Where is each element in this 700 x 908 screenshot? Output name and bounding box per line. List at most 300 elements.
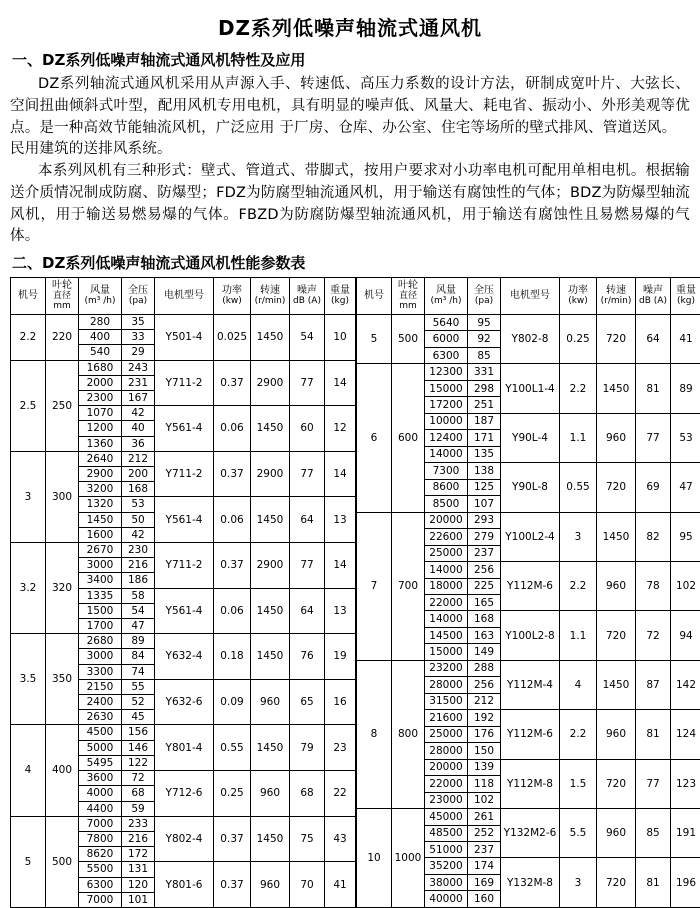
cell-flow: 1680	[79, 360, 122, 375]
section-1-paragraph-3: 本系列风机有三种形式：壁式、管道式、带脚式，按用户要求对小功率电机可配用单相电机。根据输送介质情况制成防腐、防爆型；FDZ为防腐型轴流通风机，用于输送有腐蚀性的气体；BDZ为防爆型轴流风机，用于输送易燃易爆的气体。FBZD为防腐防爆型轴流通风机，用于输送有腐蚀性且易燃易爆的气体。	[10, 161, 690, 248]
table-header-row	[11, 278, 356, 315]
cell-motor-type: Y132M-8	[501, 858, 560, 907]
cell-pressure: 160	[468, 891, 501, 908]
col-header-noise: 噪声 dB (A)	[636, 278, 671, 315]
cell-pressure: 163	[468, 627, 501, 643]
cell-pressure: 107	[468, 496, 501, 512]
col-header-diameter: 叶轮 直径 mm	[392, 278, 425, 315]
cell-pressure: 293	[468, 512, 501, 528]
table-row	[11, 360, 356, 375]
cell-diameter: 1000	[392, 809, 425, 908]
cell-flow: 7300	[425, 463, 468, 479]
cell-flow: 4400	[79, 801, 122, 816]
cell-flow: 38000	[425, 874, 468, 890]
cell-noise: 54	[290, 315, 325, 361]
cell-flow: 28000	[425, 677, 468, 693]
cell-power: 2.2	[560, 364, 597, 413]
cell-model: 10	[357, 809, 392, 908]
cell-power: 1.5	[560, 759, 597, 808]
cell-pressure: 92	[468, 331, 501, 347]
cell-diameter: 250	[46, 360, 79, 451]
cell-flow: 4500	[79, 725, 122, 740]
cell-pressure: 85	[468, 347, 501, 363]
cell-weight: 47	[671, 463, 700, 512]
cell-pressure: 146	[122, 740, 155, 755]
cell-flow: 5000	[79, 740, 122, 755]
cell-power: 0.37	[214, 543, 251, 589]
performance-table-left	[10, 277, 356, 908]
cell-speed: 960	[597, 809, 636, 858]
col-header-flow: 风量 (m³ /h)	[425, 278, 468, 315]
cell-motor-type: Y561-4	[155, 588, 214, 634]
cell-flow: 1320	[79, 497, 122, 512]
cell-pressure: 172	[122, 847, 155, 862]
cell-pressure: 95	[468, 315, 501, 331]
cell-diameter: 500	[392, 315, 425, 364]
cell-power: 0.06	[214, 497, 251, 543]
cell-power: 1.1	[560, 611, 597, 660]
cell-pressure: 212	[468, 693, 501, 709]
cell-pressure: 237	[468, 545, 501, 561]
cell-pressure: 149	[468, 644, 501, 660]
cell-speed: 720	[597, 315, 636, 364]
cell-flow: 1070	[79, 406, 122, 421]
cell-flow: 3300	[79, 664, 122, 679]
cell-pressure: 150	[468, 743, 501, 759]
cell-pressure: 298	[468, 380, 501, 396]
cell-model: 6	[357, 364, 392, 512]
cell-weight: 13	[325, 497, 356, 543]
cell-flow: 22000	[425, 776, 468, 792]
cell-noise: 81	[636, 710, 671, 759]
cell-flow: 12300	[425, 364, 468, 380]
cell-speed: 2900	[251, 451, 290, 497]
cell-motor-type: Y561-4	[155, 497, 214, 543]
col-header-noise: 噪声 dB (A)	[290, 278, 325, 315]
cell-motor-type: Y132M2-6	[501, 809, 560, 858]
cell-pressure: 168	[122, 482, 155, 497]
cell-pressure: 58	[122, 588, 155, 603]
performance-tables	[10, 277, 690, 908]
cell-flow: 12400	[425, 430, 468, 446]
cell-flow: 14000	[425, 611, 468, 627]
cell-flow: 23000	[425, 792, 468, 808]
col-header-motor-type: 电机型号	[155, 278, 214, 315]
cell-motor-type: Y801-6	[155, 862, 214, 908]
cell-weight: 16	[325, 679, 356, 725]
cell-power: 0.06	[214, 406, 251, 452]
cell-flow: 400	[79, 330, 122, 345]
cell-pressure: 72	[122, 771, 155, 786]
cell-pressure: 171	[468, 430, 501, 446]
cell-pressure: 47	[122, 619, 155, 634]
cell-noise: 64	[290, 497, 325, 543]
cell-motor-type: Y112M-6	[501, 710, 560, 759]
col-header-weight: 重量 (kg)	[671, 278, 700, 315]
col-header-weight: 重量 (kg)	[325, 278, 356, 315]
col-header-speed: 转速 (r/min)	[251, 278, 290, 315]
col-header-pressure: 全压 (pa)	[468, 278, 501, 315]
cell-pressure: 139	[468, 759, 501, 775]
cell-flow: 5640	[425, 315, 468, 331]
cell-weight: 43	[325, 816, 356, 862]
cell-speed: 960	[251, 679, 290, 725]
cell-motor-type: Y712-6	[155, 771, 214, 817]
table-row	[11, 725, 356, 740]
cell-flow: 35200	[425, 858, 468, 874]
cell-power: 2.2	[560, 562, 597, 611]
cell-model: 3	[11, 451, 46, 542]
cell-pressure: 118	[468, 776, 501, 792]
cell-speed: 1450	[251, 634, 290, 680]
cell-flow: 31500	[425, 693, 468, 709]
cell-weight: 196	[671, 858, 700, 907]
cell-flow: 45000	[425, 809, 468, 825]
cell-power: 0.25	[560, 315, 597, 364]
cell-diameter: 500	[46, 816, 79, 907]
col-header-power: 功率 (kw)	[560, 278, 597, 315]
cell-pressure: 89	[122, 634, 155, 649]
cell-diameter: 700	[392, 512, 425, 660]
table-header-row	[357, 278, 700, 315]
cell-model: 4	[11, 725, 46, 816]
cell-noise: 77	[636, 413, 671, 462]
cell-weight: 191	[671, 809, 700, 858]
cell-motor-type: Y501-4	[155, 315, 214, 361]
cell-flow: 5495	[79, 755, 122, 770]
cell-motor-type: Y100L1-4	[501, 364, 560, 413]
cell-pressure: 165	[468, 594, 501, 610]
cell-diameter: 600	[392, 364, 425, 512]
cell-power: 0.09	[214, 679, 251, 725]
section-1-paragraph-2: 民用建筑的送排风系统。	[10, 139, 690, 161]
cell-pressure: 52	[122, 695, 155, 710]
cell-speed: 720	[597, 858, 636, 907]
cell-pressure: 59	[122, 801, 155, 816]
cell-pressure: 288	[468, 660, 501, 676]
cell-pressure: 40	[122, 421, 155, 436]
cell-flow: 2670	[79, 543, 122, 558]
cell-pressure: 84	[122, 649, 155, 664]
cell-diameter: 800	[392, 660, 425, 808]
cell-power: 0.55	[214, 725, 251, 771]
col-header-power: 功率 (kw)	[214, 278, 251, 315]
cell-power: 0.37	[214, 451, 251, 497]
cell-model: 3.2	[11, 543, 46, 634]
cell-flow: 1360	[79, 436, 122, 451]
cell-pressure: 135	[468, 446, 501, 462]
cell-noise: 77	[290, 543, 325, 589]
cell-flow: 2630	[79, 710, 122, 725]
cell-model: 5	[357, 315, 392, 364]
cell-speed: 960	[597, 710, 636, 759]
cell-motor-type: Y90L-4	[501, 413, 560, 462]
cell-flow: 2640	[79, 451, 122, 466]
cell-speed: 1450	[251, 315, 290, 361]
cell-power: 1.1	[560, 413, 597, 462]
table-row	[11, 543, 356, 558]
cell-flow: 1450	[79, 512, 122, 527]
cell-flow: 18000	[425, 578, 468, 594]
cell-speed: 720	[597, 611, 636, 660]
cell-speed: 960	[251, 862, 290, 908]
table-row	[357, 660, 700, 676]
cell-motor-type: Y100L2-4	[501, 512, 560, 561]
cell-pressure: 53	[122, 497, 155, 512]
cell-motor-type: Y112M-4	[501, 660, 560, 709]
cell-power: 4	[560, 660, 597, 709]
cell-flow: 2900	[79, 467, 122, 482]
cell-flow: 2400	[79, 695, 122, 710]
cell-pressure: 252	[468, 825, 501, 841]
cell-speed: 1450	[251, 497, 290, 543]
cell-speed: 960	[597, 562, 636, 611]
cell-pressure: 36	[122, 436, 155, 451]
cell-pressure: 169	[468, 874, 501, 890]
performance-table-right	[356, 277, 700, 908]
table-row	[357, 512, 700, 528]
cell-power: 0.25	[214, 771, 251, 817]
cell-pressure: 33	[122, 330, 155, 345]
cell-flow: 14500	[425, 627, 468, 643]
cell-speed: 2900	[251, 360, 290, 406]
cell-pressure: 231	[122, 375, 155, 390]
cell-speed: 1450	[251, 725, 290, 771]
cell-flow: 40000	[425, 891, 468, 908]
cell-pressure: 138	[468, 463, 501, 479]
cell-motor-type: Y711-2	[155, 543, 214, 589]
cell-noise: 64	[290, 588, 325, 634]
cell-model: 8	[357, 660, 392, 808]
cell-pressure: 176	[468, 726, 501, 742]
cell-motor-type: Y90L-8	[501, 463, 560, 512]
cell-flow: 22000	[425, 594, 468, 610]
cell-motor-type: Y711-2	[155, 360, 214, 406]
cell-pressure: 168	[468, 611, 501, 627]
cell-pressure: 50	[122, 512, 155, 527]
cell-pressure: 230	[122, 543, 155, 558]
cell-pressure: 237	[468, 842, 501, 858]
cell-power: 0.37	[214, 816, 251, 862]
cell-pressure: 212	[122, 451, 155, 466]
page-title: DZ系列低噪声轴流式通风机	[10, 12, 690, 41]
table-row	[11, 315, 356, 330]
col-header-motor-type: 电机型号	[501, 278, 560, 315]
cell-pressure: 29	[122, 345, 155, 360]
cell-flow: 1500	[79, 603, 122, 618]
cell-weight: 22	[325, 771, 356, 817]
cell-noise: 69	[636, 463, 671, 512]
cell-noise: 81	[636, 858, 671, 907]
cell-flow: 1700	[79, 619, 122, 634]
cell-flow: 2000	[79, 375, 122, 390]
cell-flow: 7000	[79, 816, 122, 831]
cell-power: 3	[560, 858, 597, 907]
cell-pressure: 55	[122, 679, 155, 694]
cell-power: 0.025	[214, 315, 251, 361]
cell-speed: 960	[597, 413, 636, 462]
cell-flow: 17200	[425, 397, 468, 413]
cell-speed: 960	[251, 771, 290, 817]
cell-flow: 7000	[79, 892, 122, 907]
cell-noise: 76	[290, 634, 325, 680]
cell-pressure: 35	[122, 315, 155, 330]
cell-pressure: 200	[122, 467, 155, 482]
cell-pressure: 68	[122, 786, 155, 801]
cell-noise: 85	[636, 809, 671, 858]
cell-weight: 12	[325, 406, 356, 452]
table-row	[11, 816, 356, 831]
cell-flow: 6300	[79, 877, 122, 892]
cell-weight: 14	[325, 360, 356, 406]
cell-noise: 64	[636, 315, 671, 364]
cell-speed: 2900	[251, 543, 290, 589]
cell-speed: 720	[597, 759, 636, 808]
cell-flow: 1335	[79, 588, 122, 603]
cell-speed: 1450	[597, 512, 636, 561]
col-header-model: 机号	[11, 278, 46, 315]
cell-diameter: 350	[46, 634, 79, 725]
cell-flow: 14000	[425, 446, 468, 462]
cell-flow: 22600	[425, 529, 468, 545]
cell-weight: 19	[325, 634, 356, 680]
cell-pressure: 216	[122, 558, 155, 573]
cell-weight: 94	[671, 611, 700, 660]
cell-flow: 3000	[79, 558, 122, 573]
cell-noise: 77	[636, 759, 671, 808]
cell-weight: 142	[671, 660, 700, 709]
cell-diameter: 400	[46, 725, 79, 816]
cell-pressure: 131	[122, 862, 155, 877]
cell-model: 2.2	[11, 315, 46, 361]
cell-flow: 3400	[79, 573, 122, 588]
section-2-heading: 二、DZ系列低噪声轴流式通风机性能参数表	[10, 252, 690, 273]
cell-pressure: 256	[468, 562, 501, 578]
cell-noise: 77	[290, 451, 325, 497]
cell-flow: 2150	[79, 679, 122, 694]
cell-noise: 81	[636, 364, 671, 413]
cell-model: 3.5	[11, 634, 46, 725]
cell-pressure: 243	[122, 360, 155, 375]
cell-flow: 6300	[425, 347, 468, 363]
cell-flow: 25000	[425, 545, 468, 561]
cell-pressure: 216	[122, 831, 155, 846]
cell-pressure: 233	[122, 816, 155, 831]
cell-flow: 5500	[79, 862, 122, 877]
cell-flow: 4000	[79, 786, 122, 801]
cell-speed: 1450	[251, 588, 290, 634]
cell-model: 5	[11, 816, 46, 907]
cell-pressure: 225	[468, 578, 501, 594]
cell-pressure: 174	[468, 858, 501, 874]
cell-noise: 79	[290, 725, 325, 771]
cell-pressure: 120	[122, 877, 155, 892]
cell-pressure: 186	[122, 573, 155, 588]
cell-pressure: 256	[468, 677, 501, 693]
cell-flow: 2680	[79, 634, 122, 649]
cell-pressure: 251	[468, 397, 501, 413]
cell-motor-type: Y802-8	[501, 315, 560, 364]
cell-flow: 1200	[79, 421, 122, 436]
cell-flow: 28000	[425, 743, 468, 759]
cell-weight: 14	[325, 451, 356, 497]
cell-power: 5.5	[560, 809, 597, 858]
col-header-model: 机号	[357, 278, 392, 315]
cell-pressure: 42	[122, 527, 155, 542]
cell-weight: 14	[325, 543, 356, 589]
cell-weight: 41	[325, 862, 356, 908]
cell-noise: 70	[290, 862, 325, 908]
cell-model: 7	[357, 512, 392, 660]
cell-motor-type: Y632-4	[155, 634, 214, 680]
cell-flow: 21600	[425, 710, 468, 726]
cell-power: 0.06	[214, 588, 251, 634]
cell-motor-type: Y711-2	[155, 451, 214, 497]
cell-weight: 95	[671, 512, 700, 561]
cell-noise: 75	[290, 816, 325, 862]
cell-pressure: 156	[122, 725, 155, 740]
cell-noise: 65	[290, 679, 325, 725]
cell-noise: 68	[290, 771, 325, 817]
table-row	[11, 634, 356, 649]
cell-motor-type: Y112M-8	[501, 759, 560, 808]
cell-flow: 8600	[425, 479, 468, 495]
table-row	[11, 451, 356, 466]
cell-flow: 7800	[79, 831, 122, 846]
cell-flow: 1600	[79, 527, 122, 542]
cell-pressure: 101	[122, 892, 155, 907]
cell-flow: 540	[79, 345, 122, 360]
cell-noise: 77	[290, 360, 325, 406]
cell-motor-type: Y802-4	[155, 816, 214, 862]
cell-flow: 14000	[425, 562, 468, 578]
cell-pressure: 102	[468, 792, 501, 808]
cell-pressure: 45	[122, 710, 155, 725]
cell-flow: 8500	[425, 496, 468, 512]
section-1-heading: 一、DZ系列低噪声轴流式通风机特性及应用	[10, 49, 690, 70]
cell-flow: 51000	[425, 842, 468, 858]
cell-pressure: 125	[468, 479, 501, 495]
cell-weight: 102	[671, 562, 700, 611]
cell-pressure: 261	[468, 809, 501, 825]
col-header-diameter: 叶轮 直径 mm	[46, 278, 79, 315]
cell-motor-type: Y112M-6	[501, 562, 560, 611]
table-row	[357, 315, 700, 331]
cell-weight: 41	[671, 315, 700, 364]
cell-weight: 23	[325, 725, 356, 771]
cell-weight: 13	[325, 588, 356, 634]
cell-pressure: 122	[122, 755, 155, 770]
cell-speed: 720	[597, 463, 636, 512]
cell-power: 0.37	[214, 360, 251, 406]
cell-noise: 60	[290, 406, 325, 452]
cell-noise: 72	[636, 611, 671, 660]
cell-pressure: 187	[468, 413, 501, 429]
cell-pressure: 167	[122, 391, 155, 406]
cell-pressure: 331	[468, 364, 501, 380]
cell-motor-type: Y100L2-8	[501, 611, 560, 660]
cell-speed: 1450	[251, 816, 290, 862]
table-row	[357, 364, 700, 380]
cell-power: 0.37	[214, 862, 251, 908]
cell-diameter: 300	[46, 451, 79, 542]
cell-pressure: 74	[122, 664, 155, 679]
section-1-paragraph-1: DZ系列轴流式通风机采用从声源入手、转速低、高压力系数的设计方法，研制成宽叶片、大弦长、空间扭曲倾斜式叶型，配用风机专用电机，具有明显的噪声低、风量大、耗电省、振动小、外形美观等优点。是一种高效节能轴流风机，广泛应用 于厂房、仓库、办公室、住宅等场所的壁式排风、管道送风。	[10, 74, 690, 139]
cell-diameter: 220	[46, 315, 79, 361]
table-body-right	[357, 315, 700, 908]
cell-flow: 6000	[425, 331, 468, 347]
cell-pressure: 279	[468, 529, 501, 545]
